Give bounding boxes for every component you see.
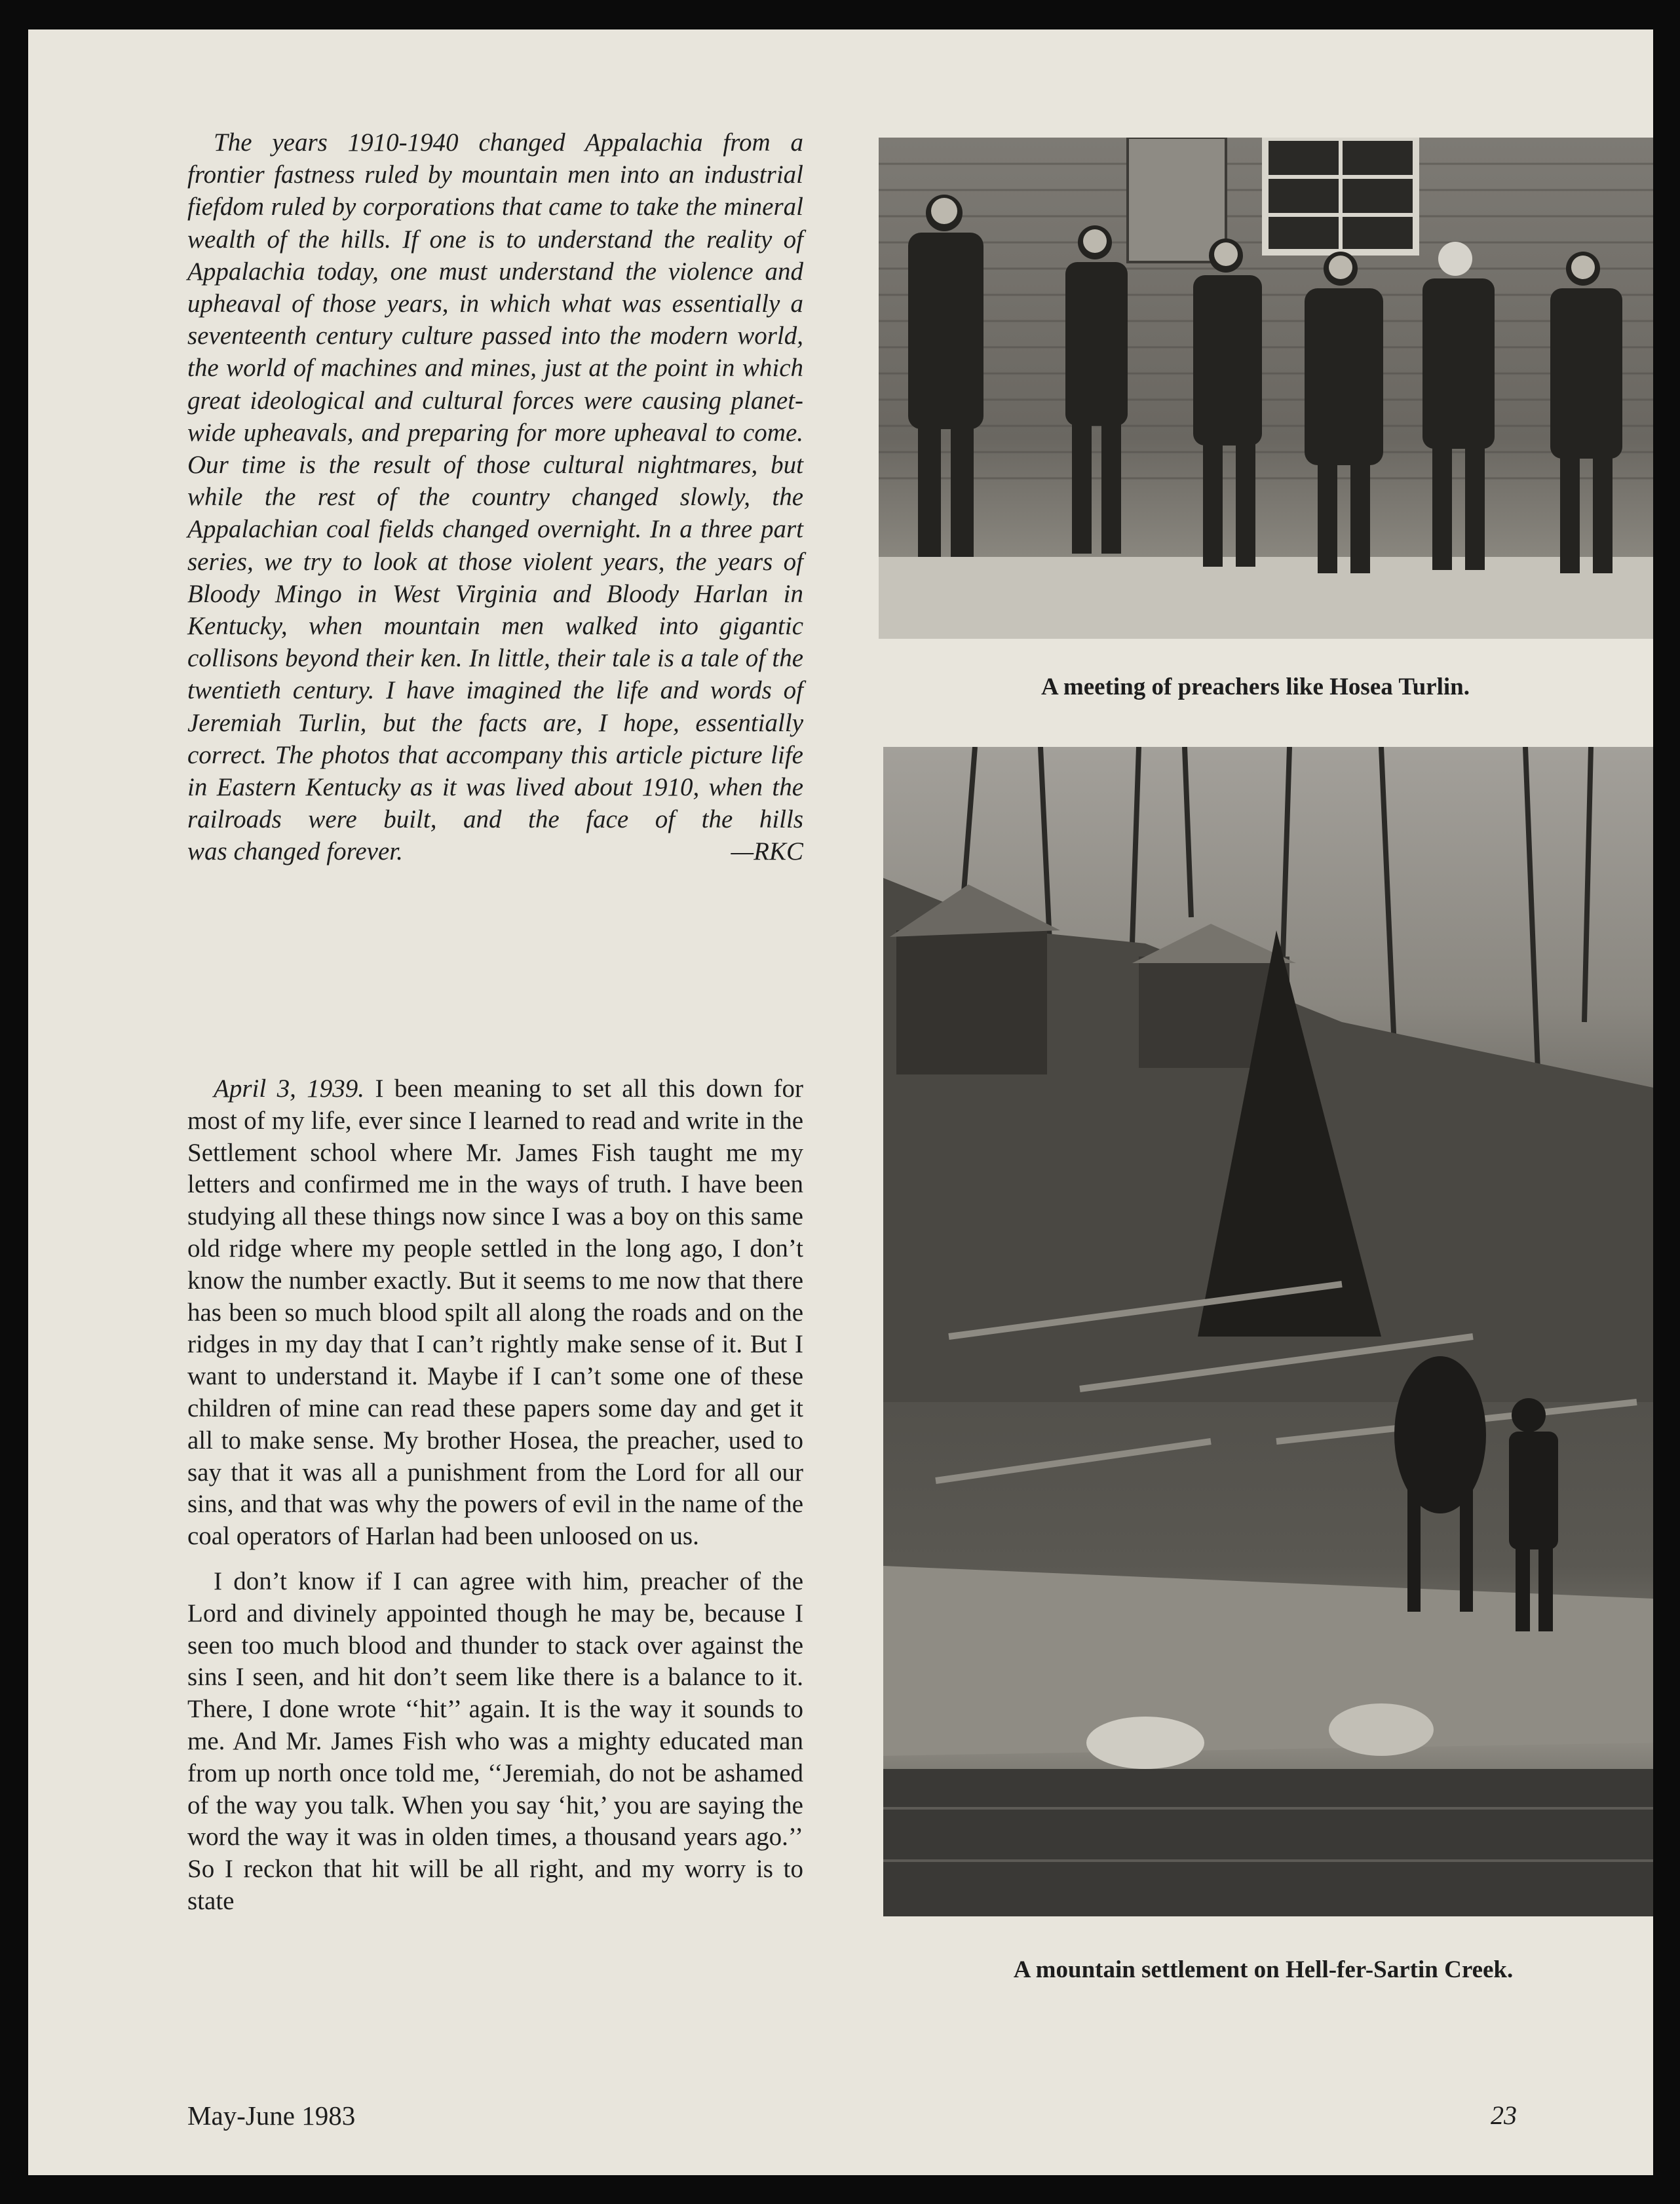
body-line: down for most of my life, ever since I learned to [187,1074,804,1135]
preachers-photo-graphic [879,138,1653,639]
body-line: along the roads and on the ridges in my day that I [187,1298,804,1359]
body-line: James Fish taught me my letters and confirmed [187,1138,803,1199]
body-line: stack over against the sins I seen, and hit don’t [187,1631,804,1692]
body-line: punishment from the Lord for all our sins, and [187,1458,803,1519]
intro-line: seventeenth century culture passed into the [187,322,641,351]
intro-line: Mingo in West Virginia and Bloody Harlan in [275,579,803,608]
body-line: wrote ‘‘hit’’ again. It is the way it sounds to me. [187,1695,803,1755]
body-line: olden times, a thousand years ago.’’ So I reckon [187,1823,804,1884]
intro-line: imagined the life and words of Jeremiah Turlin, [187,676,803,737]
intro-line: look at those violent years, the years of Bloody [187,547,803,608]
body-line: that was why the powers of evil in the name of the [284,1490,804,1519]
body-line: that hit will be all right, and my worry is to state [187,1855,803,1915]
intro-line: was changed forever. [187,837,403,866]
body-line: can’t rightly make sense of it. But I want to [187,1330,803,1391]
body-line: be, because I seen too much blood and thunder to [187,1599,803,1660]
intro-line: industrial fiefdom ruled by corporations that [187,161,803,221]
body-line: And Mr. James Fish who was a mighty educated [233,1726,750,1755]
intro-line: gigantic collisons beyond their ken. In little, their [187,612,804,673]
intro-line: a frontier fastness ruled by mountain men into an [187,128,804,189]
body-paragraph-1 [187,1073,803,1553]
intro-line: nightmares, but while the rest of the country [187,451,804,512]
settlement-photo [883,747,1653,1916]
magazine-page [28,29,1653,2175]
intro-line: those years, in which what was essentially a [322,290,803,318]
body-paragraph-2 [187,1566,803,1918]
intro-line: tale is a tale of the twentieth century. I have [187,644,803,705]
intro-line: modern world, the world of machines and mines, [187,322,804,383]
photo1-caption: A meeting of preachers like Hosea Turlin. [1040,674,1470,700]
intro-line: changed slowly, the Appalachian coal fields [187,483,804,544]
intro-line: photos that accompany this article picture life in [187,740,803,802]
intro-line: upheavals, and preparing for more upheaval to [243,418,735,447]
intro-line: one must understand the violence and upheaval of [187,257,804,318]
intro-line: the railroads were built, and the face of the hills [187,773,804,834]
page-number: 23 [1491,2100,1517,2130]
intro-line: Kentucky, when mountain men walked into [187,612,698,641]
intro-line: Eastern Kentucky as it was lived about 1910, when [216,773,763,802]
body-line: I don’t know if I can agree with him, preacher [214,1567,729,1595]
entry-date: April 3, 1939. [214,1074,365,1103]
body-line: and get it all to make sense. My brother Hosea, [187,1394,803,1454]
body-line: now that there has been so much blood spilt all [187,1266,803,1327]
body-line: seem like there is a balance to it. There, I done [187,1663,804,1724]
body-line: these things now since I was a boy on this same old [187,1202,803,1263]
intro-line: cultural forces were causing planet-wide [187,386,804,447]
body-line: read and write in the Settlement school where Mr. [187,1106,803,1167]
intro-text [187,126,803,868]
body-line: say ‘hit,’ you are saying the word the way it was in [187,1791,803,1852]
photo2-caption: A mountain settlement on Hell-fer-Sartin Creek. [1013,1956,1514,1983]
intro-line: is to understand the reality of Appalachia today, [187,225,804,286]
intro-line: come. Our time is the result of those cultural [187,418,804,480]
intro-line: changed overnight. In a three part series, we try to [187,515,804,576]
body-line: understand it. Maybe if I can’t some one of these [275,1362,803,1391]
body-line: I been meaning to set all this [375,1074,695,1103]
intro-line: but the facts are, I hope, essentially correct. The [187,708,804,769]
article-body [187,1073,803,1918]
author-signature: —RKC [731,837,803,866]
intro-line: The years 1910-1940 changed Appalachia from [214,128,771,157]
body-line: don’t know the number exactly. But it seems to me [187,1234,804,1295]
body-line: ridge where my people settled in the long ago, I [229,1234,741,1263]
preachers-photo [879,138,1653,639]
body-line: children of mine can read these papers some day [187,1394,697,1422]
intro-line: just at the point in which great ideological and [187,354,804,415]
settlement-photo-graphic [883,747,1653,1916]
body-line: me in the ways of truth. I have been studying all [187,1170,803,1231]
issue-date: May-June 1983 [187,2100,356,2131]
body-line: coal operators of Harlan had been unloosed on us. [187,1522,699,1551]
body-line: not be ashamed of the way you talk. When you [187,1758,804,1819]
body-line: man from up north once told me, ‘‘Jeremiah, do [187,1726,803,1787]
intro-line: came to take the mineral wealth of the hills. If one [187,193,804,254]
intro-paragraph [187,126,803,835]
body-line: of the Lord and divinely appointed though he may [187,1567,804,1627]
body-line: the preacher, used to say that it was all a [187,1426,804,1487]
intro-last-line [187,835,803,867]
